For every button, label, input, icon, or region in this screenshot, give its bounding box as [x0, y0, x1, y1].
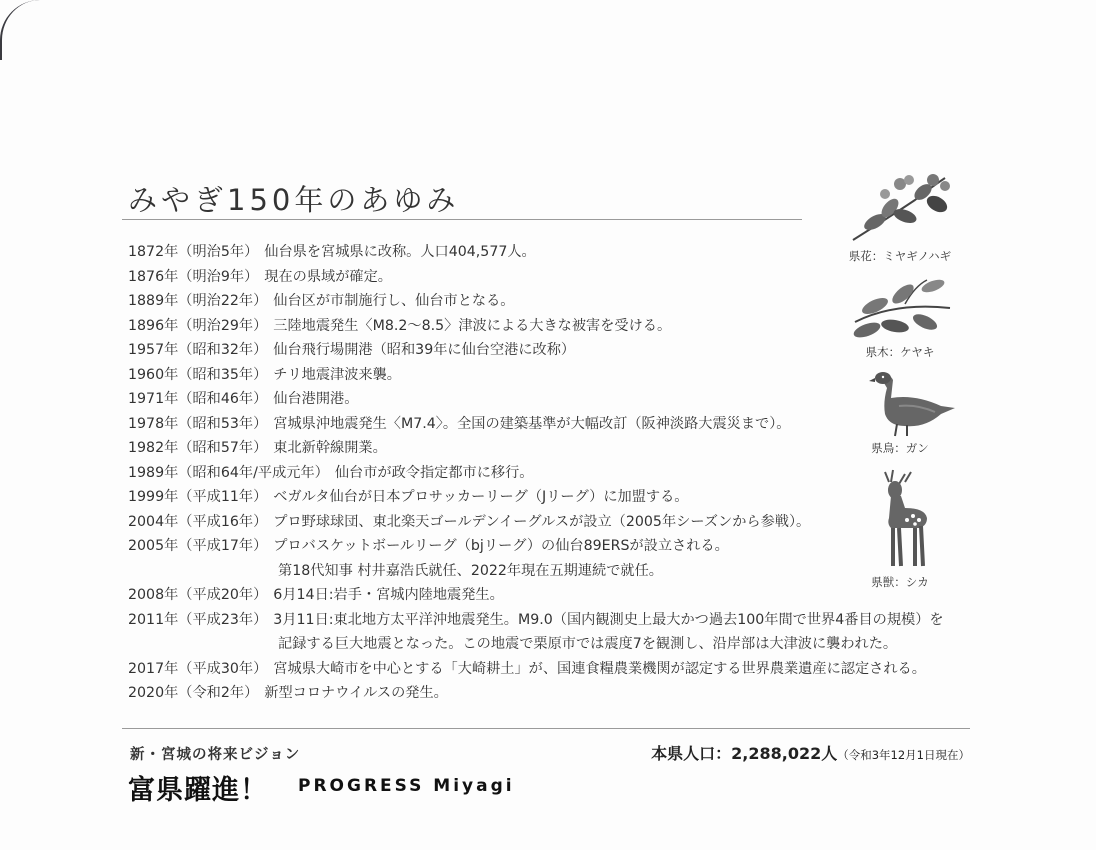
timeline-event: 新型コロナウイルスの発生。 [264, 685, 448, 701]
bush-clover-icon [845, 170, 955, 246]
timeline-event: 三陸地震発生〈M8.2〜8.5〉津波による大きな被害を受ける。 [273, 317, 672, 334]
symbol-bird [840, 368, 960, 456]
timeline-year: 2004年（平成16年） [128, 513, 268, 530]
timeline-entry [128, 681, 988, 706]
bottom-divider [122, 728, 970, 729]
population-label: 本県人口：2,288,022人 [651, 744, 838, 763]
timeline-event: 仙台飛行場開港（昭和39年に仙台空港に改称） [273, 342, 576, 358]
symbol-caption: 県鳥：ガン [871, 441, 929, 455]
timeline-entry [128, 657, 988, 682]
timeline-entry [128, 608, 988, 633]
symbol-caption: 県獣：シカ [871, 575, 929, 589]
vision-subtitle: 新・宮城の将来ビジョン [130, 747, 301, 763]
timeline-entry [128, 632, 988, 657]
title-divider [122, 219, 802, 220]
timeline-year: 1957年（昭和32年） [128, 342, 268, 358]
timeline-event: 記録する巨大地震となった。この地震で栗原市では震度7を観測し、沿岸部は大津波に襲われた。 [278, 636, 898, 652]
timeline-event: 仙台市が政令指定都市に移行。 [334, 464, 534, 481]
symbol-tree [840, 272, 960, 360]
timeline-year: 1889年（明治22年） [128, 293, 268, 309]
timeline-event: 宮城県沖地震発生〈M7.4〉。全国の建築基準が大幅改訂（阪神淡路大震災まで）。 [273, 415, 791, 432]
timeline-year: 1999年（平成11年） [128, 489, 268, 505]
timeline-year: 2005年（平成17年） [128, 538, 268, 554]
timeline-event: 6月14日:岩手・宮城内陸地震発生。 [273, 587, 504, 603]
timeline-event: 現在の県域が確定。 [264, 268, 392, 285]
page-corner [0, 0, 42, 60]
symbol-animal [840, 468, 960, 590]
deer-icon [845, 468, 955, 572]
timeline-year: 2011年（平成23年） [128, 611, 268, 628]
timeline-event: プロ野球球団、東北楽天ゴールデンイーグルスが設立（2005年シーズンから参戦）。 [273, 513, 811, 530]
timeline-year: 2008年（平成20年） [128, 587, 268, 603]
page-title: みやぎ150年のあゆみ [128, 183, 460, 217]
goose-icon [845, 368, 955, 438]
population-note: （令和3年12月1日現在） [837, 748, 970, 762]
vision-title: 富県躍進！ [128, 775, 268, 806]
timeline-year: 1989年（昭和64年/平成元年） [128, 464, 329, 481]
zelkova-leaf-icon [845, 272, 955, 342]
symbol-caption: 県木：ケヤキ [865, 345, 935, 359]
timeline-event: ベガルタ仙台が日本プロサッカーリーグ（Jリーグ）に加盟する。 [273, 489, 689, 505]
timeline-year: 2017年（平成30年） [128, 660, 268, 677]
timeline-event: 仙台港開港。 [273, 391, 359, 407]
population-figure [651, 741, 970, 764]
timeline-year: 1960年（昭和35年） [128, 366, 268, 383]
timeline-year: 1978年（昭和53年） [128, 415, 268, 432]
vision-english-title: PROGRESS Miyagi [298, 776, 515, 796]
timeline-event: 仙台区が市制施行し、仙台市となる。 [273, 293, 515, 309]
timeline-year: 1896年（明治29年） [128, 317, 268, 334]
timeline-year: 1971年（昭和46年） [128, 391, 268, 407]
symbol-flower [840, 170, 960, 264]
timeline-event: プロバスケットボールリーグ（bjリーグ）の仙台89ERSが設立される。 [273, 538, 729, 554]
timeline-year: 1876年（明治9年） [128, 268, 259, 285]
timeline-year: 1982年（昭和57年） [128, 440, 268, 456]
timeline-event: 宮城県大崎市を中心とする「大崎耕土」が、国連食糧農業機関が認定する世界農業遺産に認定される。 [273, 660, 926, 677]
timeline-year: 2020年（令和2年） [128, 685, 259, 701]
timeline-event: 東北新幹線開業。 [273, 440, 387, 456]
timeline-year: 1872年（明治5年） [128, 244, 259, 260]
timeline-event: 仙台県を宮城県に改称。人口404,577人。 [264, 244, 536, 260]
timeline-event: 3月11日:東北地方太平洋沖地震発生。M9.0（国内観測史上最大かつ過去100年間で世界4番目の規模）を [273, 611, 944, 628]
timeline-event: チリ地震津波来襲。 [273, 366, 401, 383]
timeline-event: 第18代知事 村井嘉浩氏就任、2022年現在五期連続で就任。 [278, 562, 663, 579]
symbol-caption: 県花：ミヤギノハギ [848, 249, 952, 263]
